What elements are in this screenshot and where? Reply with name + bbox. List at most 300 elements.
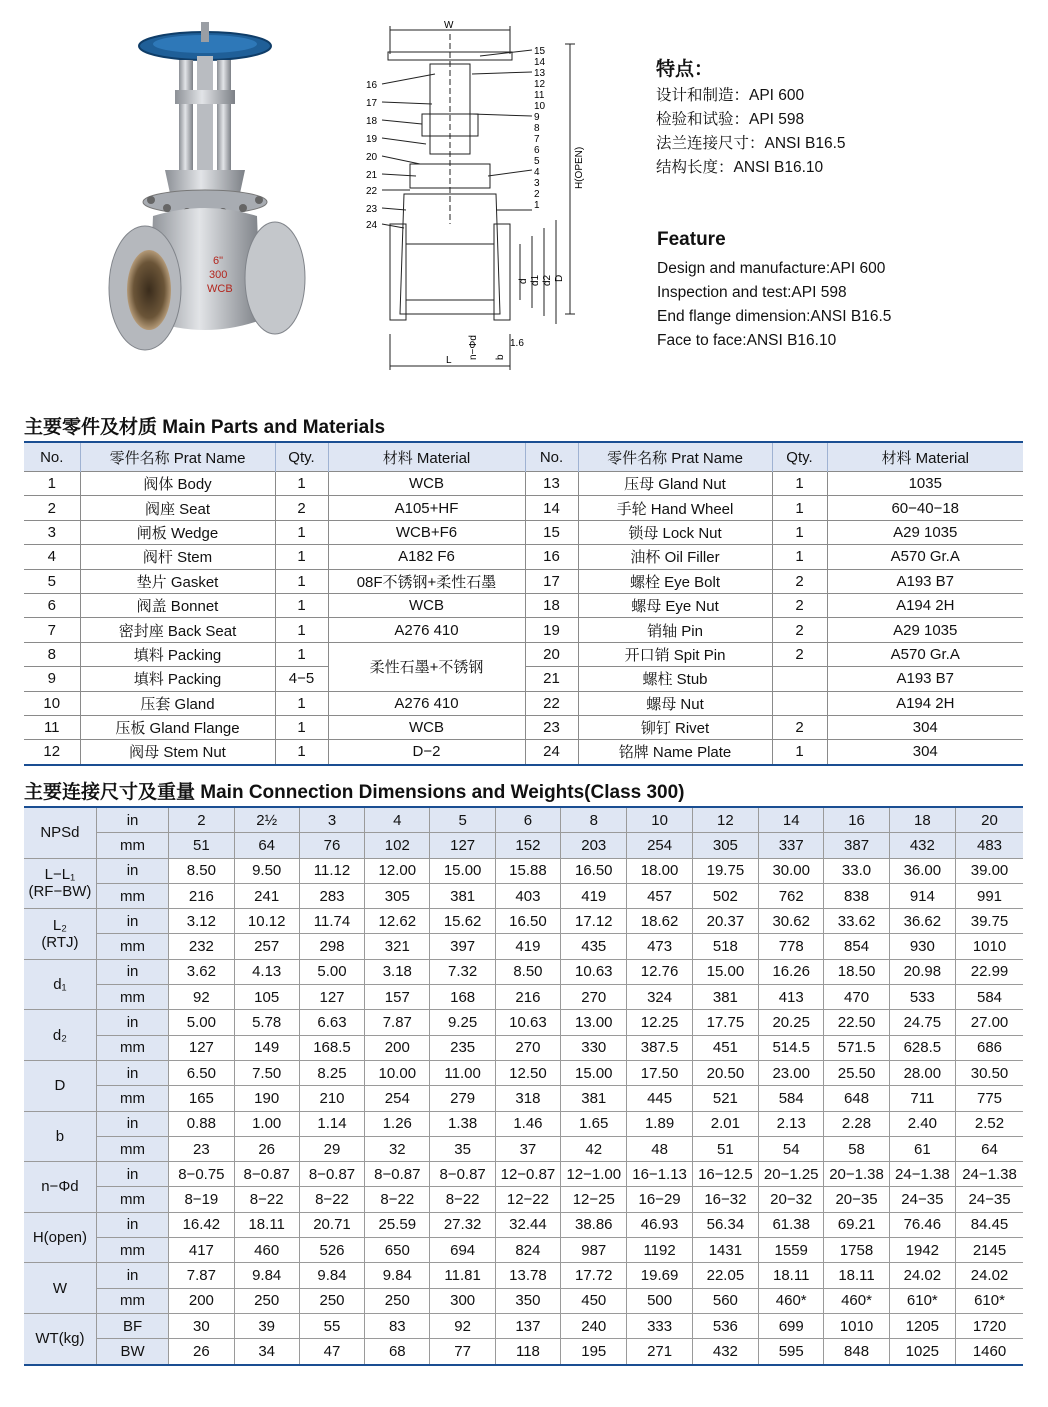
dim-value: 8−19 (169, 1187, 234, 1212)
dim-value: 33.0 (824, 858, 889, 883)
part-material: WCB+F6 (328, 520, 525, 544)
dim-value: 20.71 (299, 1212, 364, 1237)
part-name: 阀座 Seat (80, 496, 275, 520)
dim-value: 7.50 (234, 1060, 299, 1085)
dim-value: 51 (692, 1136, 758, 1161)
dim-value: 460* (824, 1288, 889, 1313)
dim-unit: mm (96, 1136, 168, 1161)
part-name: 铆钉 Rivet (578, 715, 772, 739)
dim-value: 11.81 (430, 1263, 495, 1288)
table-row (24, 545, 1023, 569)
part-name: 填料 Packing (80, 642, 275, 666)
dim-value: 11.12 (299, 858, 364, 883)
dim-unit: BF (96, 1313, 168, 1338)
table-row (24, 496, 1023, 520)
dim-value: 18.50 (824, 959, 889, 984)
dim-value: 2 (169, 807, 234, 833)
dim-value: 8.25 (299, 1060, 364, 1085)
part-number: 11 (534, 90, 545, 101)
dim-value: 241 (234, 883, 299, 908)
dim-value: 190 (234, 1086, 299, 1111)
part-material: A194 2H (827, 691, 1023, 715)
dim-value: 500 (627, 1288, 692, 1313)
part-name: 锁母 Lock Nut (578, 520, 772, 544)
table-row (24, 1339, 1023, 1365)
dim-value: 36.62 (889, 909, 955, 934)
dim-value: 254 (365, 1086, 430, 1111)
dim-value: 8−0.87 (365, 1162, 430, 1187)
part-material: A29 1035 (827, 520, 1023, 544)
dim-label: d₂ (24, 1010, 96, 1061)
dim-value: 17.72 (561, 1263, 627, 1288)
dim-unit: in (96, 1162, 168, 1187)
part-number: 5 (534, 156, 540, 167)
part-number: 8 (534, 123, 540, 134)
dim-value: 38.86 (561, 1212, 627, 1237)
part-number: 19 (366, 134, 378, 145)
dims-body (24, 807, 1023, 1365)
dim-value: 4.13 (234, 959, 299, 984)
dim-value: 16.26 (759, 959, 824, 984)
dim-value: 387.5 (627, 1035, 692, 1060)
part-qty: 1 (772, 496, 827, 520)
feature-cn-item: 法兰连接尺寸：ANSI B16.5 (656, 135, 846, 152)
dim-value: 8−22 (365, 1187, 430, 1212)
dim-value: 848 (824, 1339, 889, 1365)
dim-value: 413 (759, 985, 824, 1010)
dim-value: 18.62 (627, 909, 692, 934)
part-no: 14 (525, 496, 578, 520)
dim-value: 270 (495, 1035, 560, 1060)
part-material: A193 B7 (827, 667, 1023, 691)
photo-marking-size: 6" (213, 255, 224, 267)
part-no: 1 (24, 472, 80, 496)
feature-en-item: Inspection and test:API 598 (657, 284, 847, 301)
dim-unit: in (96, 1060, 168, 1085)
dim-value: 137 (495, 1313, 560, 1338)
dim-value: 203 (561, 833, 627, 858)
part-no: 21 (525, 667, 578, 691)
dim-value: 35 (430, 1136, 495, 1161)
part-qty: 1 (275, 520, 328, 544)
dim-value: 24.75 (889, 1010, 955, 1035)
dim-value: 18.11 (234, 1212, 299, 1237)
dim-value: 26 (234, 1136, 299, 1161)
part-number: 2 (534, 189, 540, 200)
dim-value: 210 (299, 1086, 364, 1111)
dim-value: 2.40 (889, 1111, 955, 1136)
part-qty: 1 (772, 545, 827, 569)
dim-value: 533 (889, 985, 955, 1010)
features-cn-title: 特点： (656, 59, 714, 80)
part-number: 12 (534, 79, 546, 90)
dim-value: 77 (430, 1339, 495, 1365)
dim-value: 19.69 (627, 1263, 692, 1288)
dim-value: 61 (889, 1136, 955, 1161)
dim-value: 9.84 (234, 1263, 299, 1288)
dim-value: 30 (169, 1313, 234, 1338)
dim-value: 24.02 (956, 1263, 1023, 1288)
dim-value: 12−0.87 (495, 1162, 560, 1187)
dim-value: 4 (365, 807, 430, 833)
dim-h: H(OPEN) (574, 146, 585, 189)
dim-value: 165 (169, 1086, 234, 1111)
part-name: 阀盖 Bonnet (80, 593, 275, 617)
dim-value: 521 (692, 1086, 758, 1111)
dim-value: 694 (430, 1238, 495, 1263)
dim-value: 16−1.13 (627, 1162, 692, 1187)
dim-unit: in (96, 909, 168, 934)
dim-value: 15.00 (561, 1060, 627, 1085)
part-no: 11 (24, 715, 80, 739)
part-no: 19 (525, 618, 578, 642)
part-name: 铭牌 Name Plate (578, 740, 772, 765)
dim-value: 2.13 (759, 1111, 824, 1136)
dim-value: 536 (692, 1313, 758, 1338)
dim-value: 775 (956, 1086, 1023, 1111)
dim-value: 20.37 (692, 909, 758, 934)
part-qty: 2 (772, 715, 827, 739)
dim-value: 435 (561, 934, 627, 959)
part-name: 螺母 Eye Nut (578, 593, 772, 617)
dim-value: 16.50 (561, 858, 627, 883)
dim-value: 460 (234, 1238, 299, 1263)
dim-value: 15.88 (495, 858, 560, 883)
part-name: 油杯 Oil Filler (578, 545, 772, 569)
part-no: 24 (525, 740, 578, 765)
dim-value: 24.02 (889, 1263, 955, 1288)
dim-value: 39 (234, 1313, 299, 1338)
dim-value: 283 (299, 883, 364, 908)
dim-value: 450 (561, 1288, 627, 1313)
part-no: 4 (24, 545, 80, 569)
dim-value: 1.46 (495, 1111, 560, 1136)
dim-value: 3.18 (365, 959, 430, 984)
dim-value: 20−1.25 (759, 1162, 824, 1187)
part-number: 13 (534, 68, 546, 79)
dim-value: 8−22 (430, 1187, 495, 1212)
dim-value: 930 (889, 934, 955, 959)
table-row (24, 1238, 1023, 1263)
dim-nd: n−Φd (468, 335, 479, 360)
col-header: 零件名称 Prat Name (80, 442, 275, 472)
feature-en-item: End flange dimension:ANSI B16.5 (657, 308, 892, 325)
dim-value: 1720 (956, 1313, 1023, 1338)
dim-value: 5.00 (169, 1010, 234, 1035)
dim-value: 28.00 (889, 1060, 955, 1085)
dim-value: 1.00 (234, 1111, 299, 1136)
part-name: 压板 Gland Flange (80, 715, 275, 739)
dim-value: 2½ (234, 807, 299, 833)
feature-en-item: Design and manufacture:API 600 (657, 260, 886, 277)
dim-d: d (518, 278, 529, 284)
dim-value: 318 (495, 1086, 560, 1111)
dim-value: 987 (561, 1238, 627, 1263)
dim-value: 20.98 (889, 959, 955, 984)
dim-value: 12−25 (561, 1187, 627, 1212)
part-number: 4 (534, 167, 540, 178)
dim-value: 991 (956, 883, 1023, 908)
dim-value: 445 (627, 1086, 692, 1111)
dim-value: 584 (956, 985, 1023, 1010)
dim-value: 381 (692, 985, 758, 1010)
part-no: 12 (24, 740, 80, 765)
dim-label: D (24, 1060, 96, 1111)
table-row (24, 740, 1023, 765)
dim-value: 9.25 (430, 1010, 495, 1035)
dim-value: 1431 (692, 1238, 758, 1263)
dim-b: b (495, 354, 506, 360)
dim-value: 84.45 (956, 1212, 1023, 1237)
dim-value: 3 (299, 807, 364, 833)
dim-value: 457 (627, 883, 692, 908)
dim-value: 20−35 (824, 1187, 889, 1212)
dim-unit: mm (96, 833, 168, 858)
feature-cn-item: 检验和试验：API 598 (656, 111, 805, 128)
dim-value: 778 (759, 934, 824, 959)
part-qty (772, 691, 827, 715)
part-name: 压母 Gland Nut (578, 472, 772, 496)
dim-value: 8−0.87 (234, 1162, 299, 1187)
dim-unit: in (96, 1212, 168, 1237)
dim-value: 23 (169, 1136, 234, 1161)
dim-value: 12.00 (365, 858, 430, 883)
part-material: WCB (328, 593, 525, 617)
dim-value: 350 (495, 1288, 560, 1313)
part-material: 1035 (827, 472, 1023, 496)
dim-value: 10 (627, 807, 692, 833)
table-row (24, 1060, 1023, 1085)
dim-value: 68 (365, 1339, 430, 1365)
dim-value: 324 (627, 985, 692, 1010)
part-number: 23 (366, 204, 378, 215)
dim-value: 1.14 (299, 1111, 364, 1136)
dim-value: 483 (956, 833, 1023, 858)
dim-label: L−L₁ (RF−BW) (24, 858, 96, 909)
dim-value: 34 (234, 1339, 299, 1365)
dim-value: 473 (627, 934, 692, 959)
dim-value: 15.00 (430, 858, 495, 883)
part-material: A570 Gr.A (827, 642, 1023, 666)
dim-value: 298 (299, 934, 364, 959)
dim-unit: mm (96, 1187, 168, 1212)
part-qty: 1 (275, 545, 328, 569)
part-name: 垫片 Gasket (80, 569, 275, 593)
dim-value: 30.62 (759, 909, 824, 934)
dim-value: 149 (234, 1035, 299, 1060)
dim-value: 17.12 (561, 909, 627, 934)
dim-value: 270 (561, 985, 627, 1010)
dim-value: 518 (692, 934, 758, 959)
dim-value: 37 (495, 1136, 560, 1161)
part-material: 304 (827, 715, 1023, 739)
part-material: D−2 (328, 740, 525, 765)
dim-value: 451 (692, 1035, 758, 1060)
part-name: 阀杆 Stem (80, 545, 275, 569)
photo-marking-class: 300 (209, 269, 228, 281)
dim-value: 419 (495, 934, 560, 959)
dim-w: W (444, 20, 454, 31)
part-material: A276 410 (328, 691, 525, 715)
valve-photo (105, 20, 310, 372)
table-row (24, 959, 1023, 984)
dim-value: 200 (169, 1288, 234, 1313)
dim-value: 18.11 (824, 1263, 889, 1288)
dim-value: 15.62 (430, 909, 495, 934)
dim-value: 16−32 (692, 1187, 758, 1212)
dim-value: 403 (495, 883, 560, 908)
part-number: 6 (534, 145, 540, 156)
dim-value: 560 (692, 1288, 758, 1313)
dim-label: n−Φd (24, 1162, 96, 1213)
dim-value: 699 (759, 1313, 824, 1338)
dim-value: 16 (824, 807, 889, 833)
dim-unit: mm (96, 1238, 168, 1263)
dim-value: 64 (234, 833, 299, 858)
dim-value: 10.63 (495, 1010, 560, 1035)
col-header: No. (525, 442, 578, 472)
table-row (24, 618, 1023, 642)
dim-value: 14 (759, 807, 824, 833)
col-header: 材料 Material (328, 442, 525, 472)
dim-value: 250 (365, 1288, 430, 1313)
dim-value: 9.84 (365, 1263, 430, 1288)
table-row (24, 1313, 1023, 1338)
part-no: 3 (24, 520, 80, 544)
dim-value: 240 (561, 1313, 627, 1338)
dim-value: 22.05 (692, 1263, 758, 1288)
dim-unit: mm (96, 934, 168, 959)
table-row (24, 593, 1023, 617)
table-row (24, 934, 1023, 959)
part-name: 阀体 Body (80, 472, 275, 496)
table-row (24, 715, 1023, 739)
part-qty: 1 (275, 715, 328, 739)
dim-value: 25.59 (365, 1212, 430, 1237)
dim-value: 12−22 (495, 1187, 560, 1212)
dim-unit: in (96, 1263, 168, 1288)
part-number: 17 (366, 98, 378, 109)
dim-value: 1758 (824, 1238, 889, 1263)
dim-value: 11.00 (430, 1060, 495, 1085)
parts-table (24, 441, 1023, 766)
dim-value: 257 (234, 934, 299, 959)
part-name: 销轴 Pin (578, 618, 772, 642)
dim-unit: in (96, 807, 168, 833)
dim-value: 914 (889, 883, 955, 908)
dims-table (24, 806, 1023, 1366)
part-qty: 2 (772, 569, 827, 593)
part-material: WCB (328, 472, 525, 496)
part-no: 13 (525, 472, 578, 496)
part-qty: 2 (772, 642, 827, 666)
dim-value: 1460 (956, 1339, 1023, 1365)
part-no: 5 (24, 569, 80, 593)
dim-value: 470 (824, 985, 889, 1010)
dim-d2: d2 (542, 274, 553, 286)
part-qty: 4−5 (275, 667, 328, 691)
dim-value: 11.74 (299, 909, 364, 934)
dim-value: 17.50 (627, 1060, 692, 1085)
dim-label: b (24, 1111, 96, 1162)
part-qty: 2 (772, 593, 827, 617)
dim-f: 1.6 (510, 338, 524, 349)
dim-value: 8−0.75 (169, 1162, 234, 1187)
part-material: A570 Gr.A (827, 545, 1023, 569)
part-number: 15 (534, 46, 546, 57)
dim-value: 2.01 (692, 1111, 758, 1136)
dim-value: 92 (430, 1313, 495, 1338)
dim-value: 381 (561, 1086, 627, 1111)
feature-cn-item: 设计和制造：API 600 (656, 87, 805, 104)
feature-en-item: Face to face:ANSI B16.10 (657, 332, 837, 349)
dim-value: 838 (824, 883, 889, 908)
dim-unit: in (96, 1111, 168, 1136)
dim-value: 2.28 (824, 1111, 889, 1136)
left-part-numbers (366, 80, 378, 231)
dim-value: 305 (365, 883, 430, 908)
part-material: 柔性石墨+不锈钢 (328, 642, 525, 691)
dim-value: 27.32 (430, 1212, 495, 1237)
dim-value: 127 (299, 985, 364, 1010)
dim-value: 5.00 (299, 959, 364, 984)
table-row (24, 807, 1023, 833)
dim-value: 216 (169, 883, 234, 908)
dim-value: 56.34 (692, 1212, 758, 1237)
part-qty: 1 (275, 691, 328, 715)
part-no: 20 (525, 642, 578, 666)
valve-drawing (360, 14, 610, 374)
table-row (24, 858, 1023, 883)
dim-value: 8−0.87 (430, 1162, 495, 1187)
dim-value: 6.63 (299, 1010, 364, 1035)
dim-value: 24−35 (889, 1187, 955, 1212)
dim-value: 18 (889, 807, 955, 833)
dim-value: 584 (759, 1086, 824, 1111)
dim-value: 55 (299, 1313, 364, 1338)
parts-body (24, 472, 1023, 765)
dim-value: 686 (956, 1035, 1023, 1060)
table-row (24, 1111, 1023, 1136)
dim-value: 824 (495, 1238, 560, 1263)
part-qty: 1 (275, 618, 328, 642)
dim-value: 105 (234, 985, 299, 1010)
dim-value: 32.44 (495, 1212, 560, 1237)
dim-value: 1192 (627, 1238, 692, 1263)
dim-value: 216 (495, 985, 560, 1010)
dim-value: 10.00 (365, 1060, 430, 1085)
part-number: 1 (534, 200, 540, 211)
part-material: A182 F6 (328, 545, 525, 569)
dim-value: 279 (430, 1086, 495, 1111)
dim-value: 69.21 (824, 1212, 889, 1237)
dim-value: 1205 (889, 1313, 955, 1338)
part-no: 9 (24, 667, 80, 691)
part-material: 08F不锈钢+柔性石墨 (328, 569, 525, 593)
part-qty: 2 (275, 496, 328, 520)
dim-value: 1.89 (627, 1111, 692, 1136)
part-qty: 1 (275, 642, 328, 666)
dim-value: 25.50 (824, 1060, 889, 1085)
part-name: 阀母 Stem Nut (80, 740, 275, 765)
part-qty: 1 (772, 520, 827, 544)
dim-value: 22.99 (956, 959, 1023, 984)
part-qty (772, 667, 827, 691)
dim-label: d₁ (24, 959, 96, 1010)
part-qty: 1 (275, 593, 328, 617)
dim-value: 321 (365, 934, 430, 959)
dim-unit: in (96, 1010, 168, 1035)
